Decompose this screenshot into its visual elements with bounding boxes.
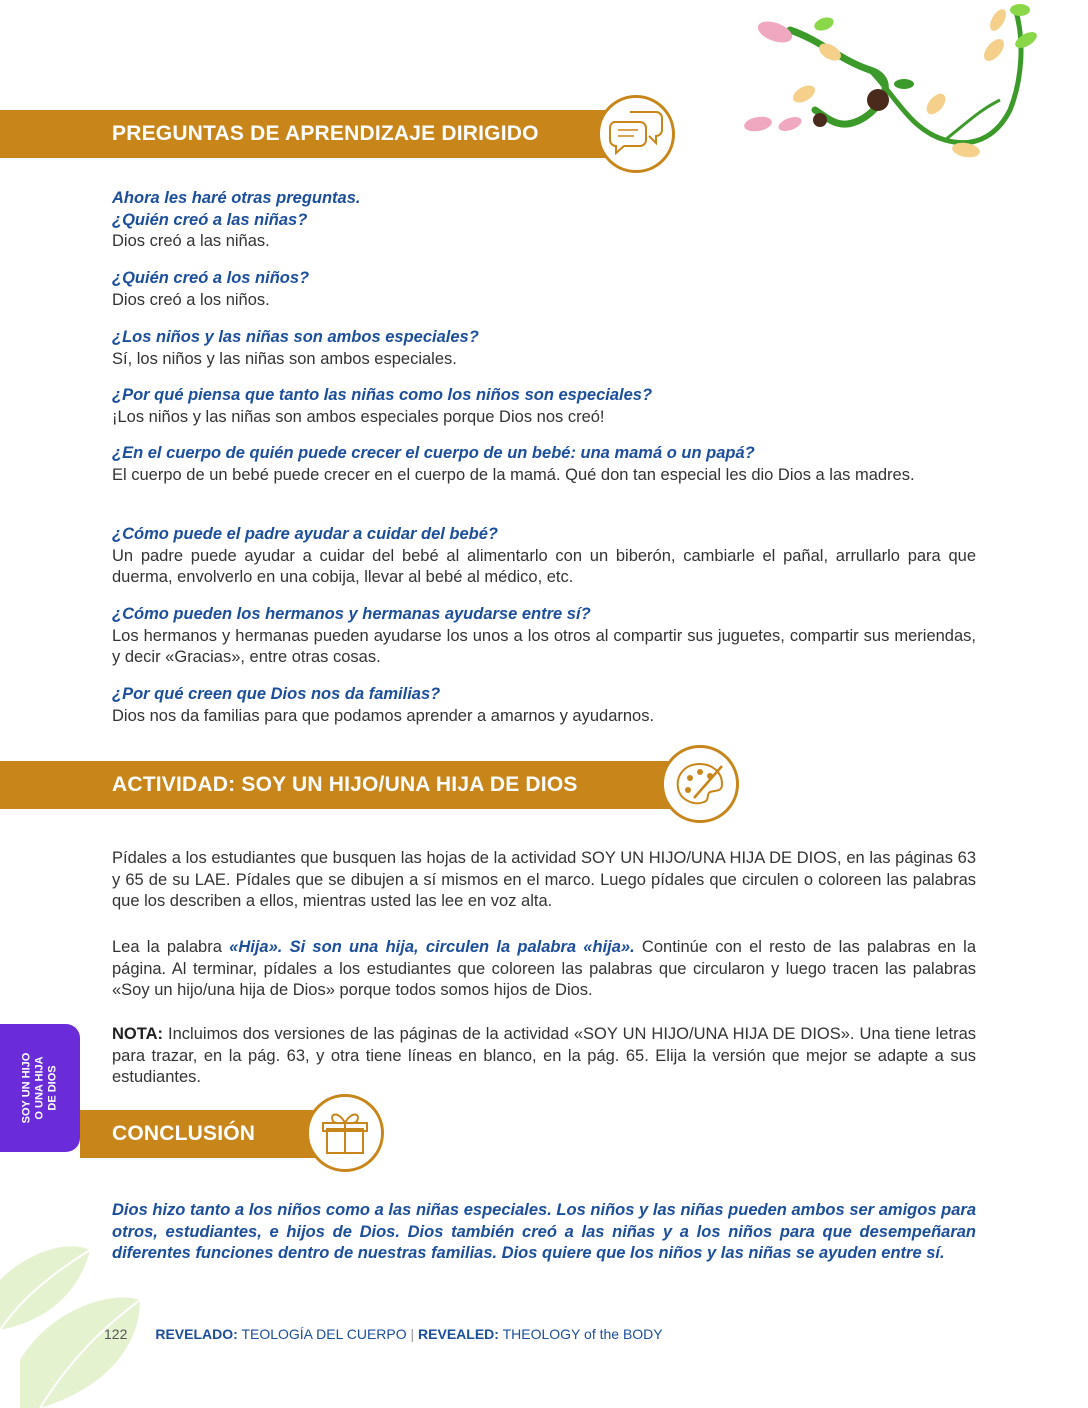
question: ¿Cómo pueden los hermanos y hermanas ayudarse entre sí? xyxy=(112,605,591,623)
section-band-questions xyxy=(0,110,640,158)
section-band-activity xyxy=(0,761,700,809)
answer: Un padre puede ayudar a cuidar del bebé al alimentarlo con un biberón, cambiarle el pañal, arrullarlo para que duerma, envolverlo en una cobija, llevar al bebé al médico, etc. xyxy=(112,546,976,586)
answer: Los hermanos y hermanas pueden ayudarse los unos a los otros al compartir sus juguetes, compartir sus meriendas, y decir «Gracias», entre otras cosas. xyxy=(112,626,976,666)
note-label: NOTA: xyxy=(112,1025,164,1043)
question: ¿Los niños y las niñas son ambos especiales? xyxy=(112,328,479,346)
qa-item xyxy=(112,443,976,486)
footer-brand: REVEALED: xyxy=(414,1326,499,1342)
footer-subtitle: TEOLOGÍA DEL CUERPO xyxy=(237,1326,411,1342)
answer: Sí, los niños y las niñas son ambos especiales. xyxy=(112,349,457,368)
section-title-activity: ACTIVIDAD: SOY UN HIJO/UNA HIJA DE DIOS xyxy=(112,773,578,796)
question: ¿Quién creó a las niñas? xyxy=(112,210,308,229)
question: ¿Por qué piensa que tanto las niñas como los niños son especiales? xyxy=(112,386,653,404)
qa-item xyxy=(112,268,976,311)
section-title-questions: PREGUNTAS DE APRENDIZAJE DIRIGIDO xyxy=(112,122,539,145)
footer-subtitle: THEOLOGY of the BODY xyxy=(498,1326,663,1342)
gift-box-icon xyxy=(306,1094,384,1172)
page-footer xyxy=(104,1326,663,1342)
answer: ¡Los niños y las niñas son ambos especiales porque Dios nos creó! xyxy=(112,407,605,426)
question: ¿En el cuerpo de quién puede crecer el cuerpo de un bebé: una mamá o un papá? xyxy=(112,444,755,462)
chapter-side-tab xyxy=(0,1024,80,1152)
answer: Dios creó a las niñas. xyxy=(112,232,270,250)
qa-item xyxy=(112,684,976,727)
side-tab-line: SOY UN HIJO xyxy=(20,1052,33,1124)
footer-brand: REVELADO: xyxy=(155,1326,238,1342)
qa-item xyxy=(112,385,976,428)
question: ¿Quién creó a los niños? xyxy=(112,269,310,287)
answer: El cuerpo de un bebé puede crecer en el cuerpo de la mamá. Qué don tan especial les dio Dios a las madres. xyxy=(112,465,915,484)
questions-intro: Ahora les haré otras preguntas. xyxy=(112,189,361,207)
question: ¿Cómo puede el padre ayudar a cuidar del bebé? xyxy=(112,525,499,543)
answer: Dios nos da familias para que podamos aprender a amarnos y ayudarnos. xyxy=(112,706,655,725)
note-text: Incluimos dos versiones de las páginas de la actividad «SOY UN HIJO/UNA HIJA DE DIOS». Una tiene letras para trazar, en la pág. 63, y otra tiene líneas en blanco, en la pág. 65. Elija la versión que mejor se adapte a sus estudiantes. xyxy=(112,1025,976,1086)
qa-item xyxy=(112,524,976,589)
footer-separator: | xyxy=(410,1326,415,1342)
leaf-decoration xyxy=(0,1240,150,1408)
questions-block xyxy=(112,188,976,253)
paragraph-text: Lea la palabra xyxy=(112,938,230,956)
page-number: 122 xyxy=(104,1326,128,1342)
qa-item xyxy=(112,327,976,370)
section-title-conclusion: CONCLUSIÓN xyxy=(112,1122,256,1145)
question: ¿Por qué creen que Dios nos da familias? xyxy=(112,685,441,703)
activity-paragraph-1: Pídales a los estudiantes que busquen las hojas de la actividad SOY UN HIJO/UNA HIJA DE DIOS, en las páginas 63 y 65 de su LAE. Pídales que se dibujen a sí mismos en el marco. Luego pídales que circulen o coloreen las palabras que los describen a ellos, mientras usted las lee en voz alta. xyxy=(112,849,976,910)
side-tab-line: O UNA HIJA xyxy=(33,1056,46,1120)
speech-bubbles-icon xyxy=(597,95,675,173)
activity-paragraph-2 xyxy=(112,937,976,1002)
qa-item xyxy=(112,604,976,669)
vine-decoration xyxy=(730,0,1060,165)
answer: Dios creó a los niños. xyxy=(112,290,270,309)
paragraph-highlight: «Hija». Si son una hija, circulen la palabra «hija». xyxy=(229,938,635,956)
activity-note xyxy=(112,1024,976,1089)
paint-palette-icon xyxy=(661,745,739,823)
conclusion-text: Dios hizo tanto a los niños como a las niñas especiales. Los niños y las niñas pueden ambos ser amigos para otros, estudiantes, e hijos de Dios. Dios también creó a las niñas y a los niños para que desempeñaran diferentes funciones dentro de nuestras familias. Dios quiere que los niños y las niñas se ayuden entre sí. xyxy=(112,1201,976,1262)
side-tab-line: DE DIOS xyxy=(46,1065,59,1111)
paragraph-text: Continúe con el resto de las palabras en la página. Al terminar, pídales a los estudiantes que coloreen las palabras que circularon y luego tracen las palabras «Soy un hijo/una hija de Dios» porque todos somos hijos de Dios. xyxy=(112,938,977,999)
chapter-side-tab-label xyxy=(21,1028,60,1148)
